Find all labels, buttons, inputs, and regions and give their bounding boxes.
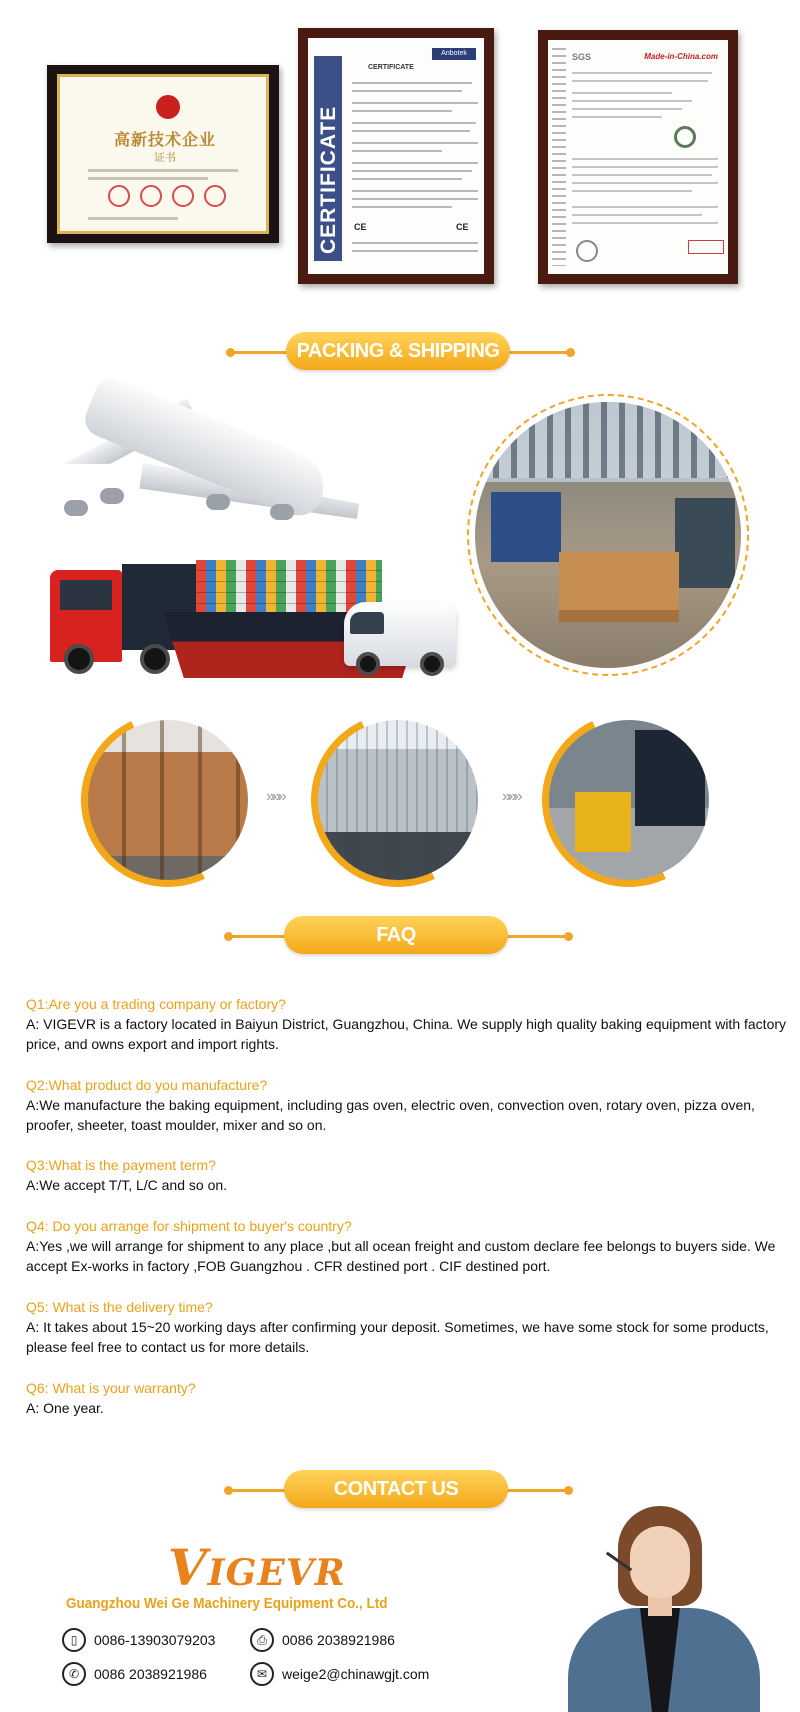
faq-question: Q3:What is the payment term? bbox=[26, 1157, 216, 1173]
phone-number: 0086 2038921986 bbox=[94, 1666, 207, 1682]
ce-mark: CE bbox=[354, 222, 367, 232]
process-arrow-icon: »»» bbox=[266, 788, 284, 805]
factory-photo bbox=[475, 402, 741, 668]
sgs-logo: SGS bbox=[572, 52, 592, 62]
certificate-band: CERTIFICATE bbox=[314, 56, 342, 261]
faq-answer: A:Yes ,we will arrange for shipment to any place ,but all ocean freight and custom declare fee belongs to buyers side. We accept Ex-works in factory ,FOB Guangzhou . CFR destined port . CIF destined port. bbox=[26, 1238, 776, 1274]
faq-answer: A: VIGEVR is a factory located in Baiyun District, Guangzhou, China. We supply high quality baking equipment with factory price, and owns export and import rights. bbox=[26, 1016, 787, 1052]
certificate-subtitle: 证书 bbox=[154, 152, 176, 164]
faq-item bbox=[26, 1075, 786, 1135]
faq-question: Q1:Are you a trading company or factory? bbox=[26, 996, 286, 1012]
section-title-contact: CONTACT US bbox=[284, 1470, 508, 1508]
forklift-loading-photo bbox=[549, 720, 709, 880]
certificate-heading: CERTIFICATE bbox=[368, 64, 414, 71]
certificate-ce bbox=[298, 28, 494, 284]
faq-item bbox=[26, 1378, 786, 1418]
certificate-title: 高新技术企业 bbox=[113, 130, 216, 149]
faq-question: Q2:What product do you manufacture? bbox=[26, 1077, 268, 1093]
faq-question: Q4: Do you arrange for shipment to buyer's country? bbox=[26, 1218, 352, 1234]
audit-badge-icon bbox=[674, 126, 696, 148]
vigevr-logo: VIGEVR bbox=[168, 1538, 346, 1597]
certificate-sgs bbox=[538, 30, 738, 284]
process-arrow-icon: »»» bbox=[502, 788, 520, 805]
mobile-phone-icon: ▯ bbox=[62, 1628, 86, 1652]
made-in-china-logo: Made-in-China.com bbox=[644, 52, 718, 61]
binder-rings bbox=[552, 48, 566, 266]
ce-mark-right: CE bbox=[456, 222, 469, 232]
faq-item bbox=[26, 994, 786, 1054]
faq-question: Q5: What is the delivery time? bbox=[26, 1299, 213, 1315]
telephone-icon: ✆ bbox=[62, 1662, 86, 1686]
stamp-icon bbox=[576, 240, 598, 262]
faq-item bbox=[26, 1297, 786, 1357]
faq-item bbox=[26, 1216, 786, 1276]
packing-shipping-banner bbox=[0, 330, 800, 374]
fax-number: 0086 2038921986 bbox=[282, 1632, 395, 1648]
certificate-brand: Anbotek bbox=[432, 48, 476, 60]
section-title-packing: PACKING & SHIPPING bbox=[286, 332, 510, 370]
faq-answer: A:We manufacture the baking equipment, including gas oven, electric oven, convection oven, rotary oven, pizza oven, proofer, sheeter, toast moulder, mixer and so on. bbox=[26, 1097, 755, 1133]
faq-answer: A: It takes about 15~20 working days after confirming your deposit. Sometimes, we have some stock for some products, please feel free to contact us for more details. bbox=[26, 1319, 769, 1355]
faq-banner bbox=[0, 914, 800, 958]
faq-answer: A:We accept T/T, L/C and so on. bbox=[26, 1177, 228, 1193]
section-title-faq: FAQ bbox=[284, 916, 508, 954]
fax-icon: ⎙ bbox=[250, 1628, 274, 1652]
wooden-crate-photo bbox=[88, 720, 248, 880]
certificate-high-tech-enterprise bbox=[47, 65, 279, 243]
faq-item bbox=[26, 1155, 786, 1195]
emblem-icon bbox=[156, 95, 180, 119]
company-name: Guangzhou Wei Ge Machinery Equipment Co., Ltd bbox=[66, 1595, 388, 1612]
customer-service-agent-photo bbox=[560, 1500, 780, 1712]
email-address[interactable]: weige2@chinawgjt.com bbox=[282, 1666, 430, 1682]
email-icon: ✉ bbox=[250, 1662, 274, 1686]
container-truck-photo bbox=[318, 720, 478, 880]
mobile-number: 0086-13903079203 bbox=[94, 1632, 216, 1648]
faq-question: Q6: What is your warranty? bbox=[26, 1380, 196, 1396]
red-stamp-icon bbox=[688, 240, 724, 254]
faq-answer: A: One year. bbox=[26, 1400, 104, 1416]
